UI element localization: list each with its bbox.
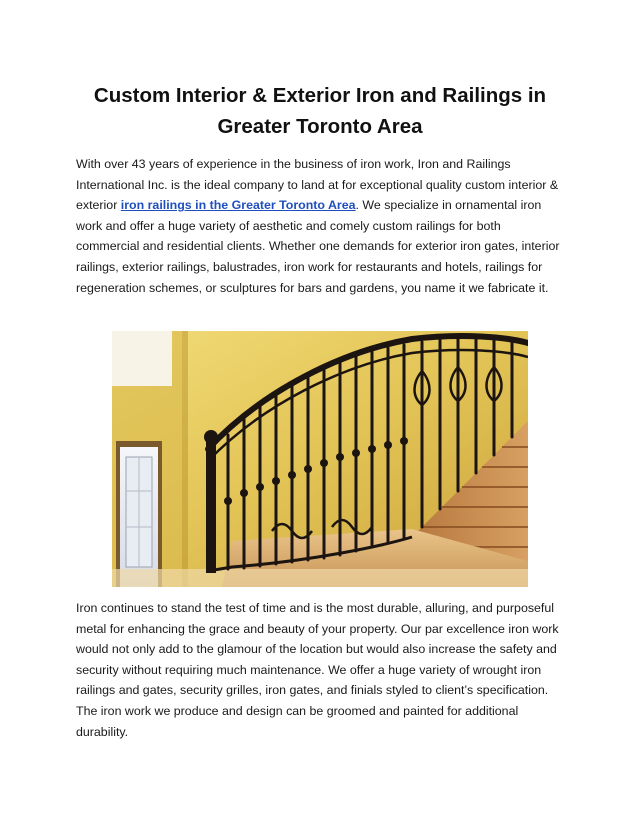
title-line-2: Greater Toronto Area — [217, 115, 423, 138]
title-line-1: Custom Interior & Exterior Iron and Railings in — [93, 84, 547, 107]
intro-text-before-link: With over 43 years of experience in the business of iron work, Iron and Railings International Inc. is the ideal company to land at for exceptional quality custom interior & exterior — [76, 157, 559, 213]
staircase-railing-photo — [112, 331, 528, 587]
body-paragraph: Iron continues to stand the test of time and is the most durable, alluring, and purposeful metal for enhancing the grace and beauty of your property. Our par excellence iron work would not only add to the glamour of the location but would also increase the safety and security without requiring much maintenance. We offer a huge variety of wrought iron railings and gates, security grilles, iron gates, and finials styled to client’s specification. The iron work we produce and design can be groomed and painted for additional durability. — [76, 601, 559, 739]
intro-text-after-link: . We specialize in ornamental iron work and offer a huge variety of aesthetic and comely custom railings for both commercial and residential clients. Whether one demands for exterior iron gates, interior railings, exterior railings, balustrades, iron work for restaurants and hotels, railings for regeneration schemes, or sculptures for bars and gardens, you name it we fabricate it. — [76, 198, 560, 295]
intro-paragraph — [76, 154, 564, 298]
page-title — [60, 80, 580, 142]
iron-railings-gta-link[interactable]: iron railings in the Greater Toronto Area — [120, 198, 356, 213]
